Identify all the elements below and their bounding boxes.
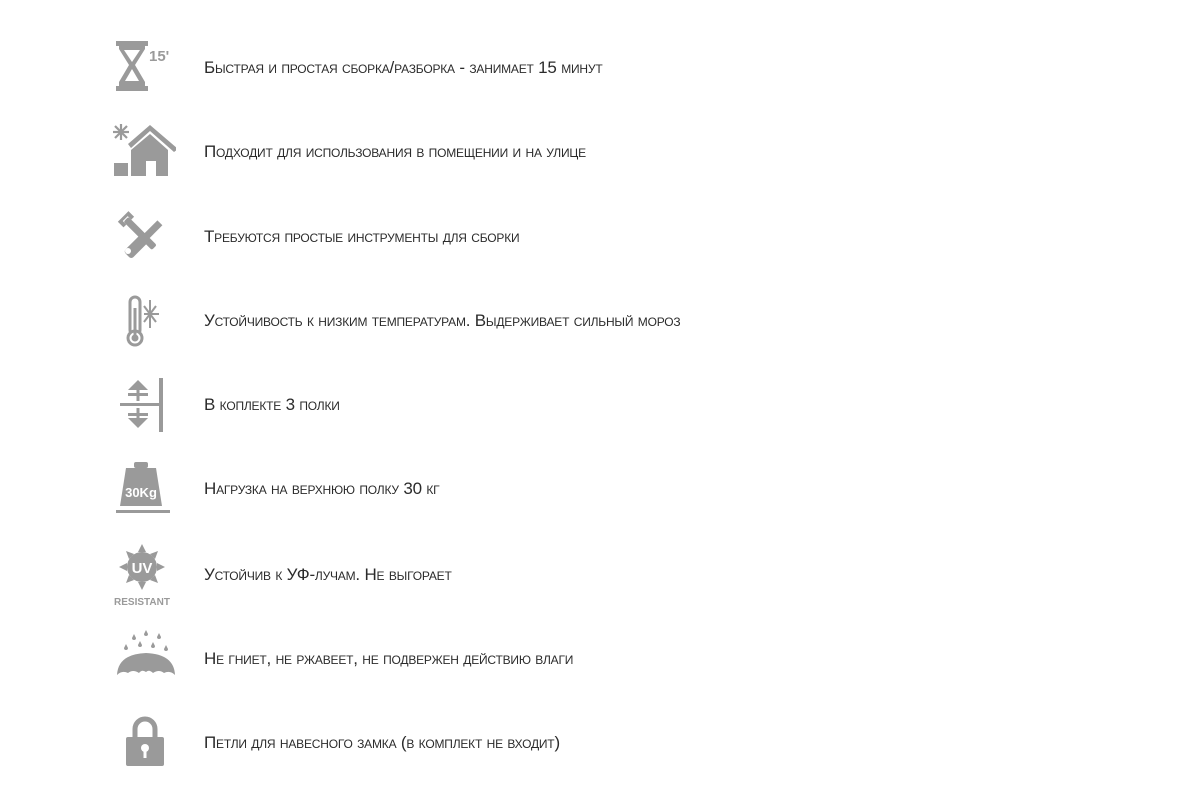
feature-item-assembly	[100, 33, 1100, 103]
padlock-icon	[104, 708, 176, 778]
uv-resistant-icon	[104, 540, 176, 610]
hourglass-15-icon	[104, 33, 176, 103]
feature-text: Устойчив к УФ-лучам. Не выгорает	[204, 565, 452, 584]
feature-text: Не гниет, не ржавеет, не подвержен действию влаги	[204, 649, 574, 668]
feature-item-indoor-outdoor	[100, 117, 1100, 187]
umbrella-rain-icon	[104, 624, 176, 694]
feature-text: В коплекте 3 полки	[204, 395, 340, 414]
feature-text: Петли для навесного замка (в комплект не входит)	[204, 733, 560, 752]
feature-text: Требуются простые инструменты для сборки	[204, 227, 520, 246]
feature-text: Подходит для использования в помещении и на улице	[204, 142, 586, 161]
feature-text: Нагрузка на верхнюю полку 30 кг	[204, 479, 440, 498]
feature-item-moisture	[100, 624, 1100, 694]
feature-text: Устойчивость к низким температурам. Выдерживает сильный мороз	[204, 311, 681, 330]
house-weather-icon	[104, 117, 176, 187]
feature-item-frost	[100, 286, 1100, 356]
thermometer-snowflake-icon	[104, 286, 176, 356]
feature-item-uv	[100, 540, 1100, 610]
uv-label: UV	[131, 560, 153, 577]
weight-icon	[104, 454, 176, 524]
feature-item-padlock	[100, 708, 1100, 778]
feature-item-tools	[100, 202, 1100, 272]
feature-item-shelves	[100, 370, 1100, 440]
feature-item-load	[100, 454, 1100, 524]
feature-text: Быстрая и простая сборка/разборка - занимает 15 минут	[204, 58, 603, 77]
uv-caption: RESISTANT	[114, 597, 170, 608]
weight-label: 30Kg	[125, 485, 157, 500]
hourglass-label: 15'	[149, 48, 170, 65]
shelves-height-icon	[104, 370, 176, 440]
tools-icon	[104, 202, 176, 272]
